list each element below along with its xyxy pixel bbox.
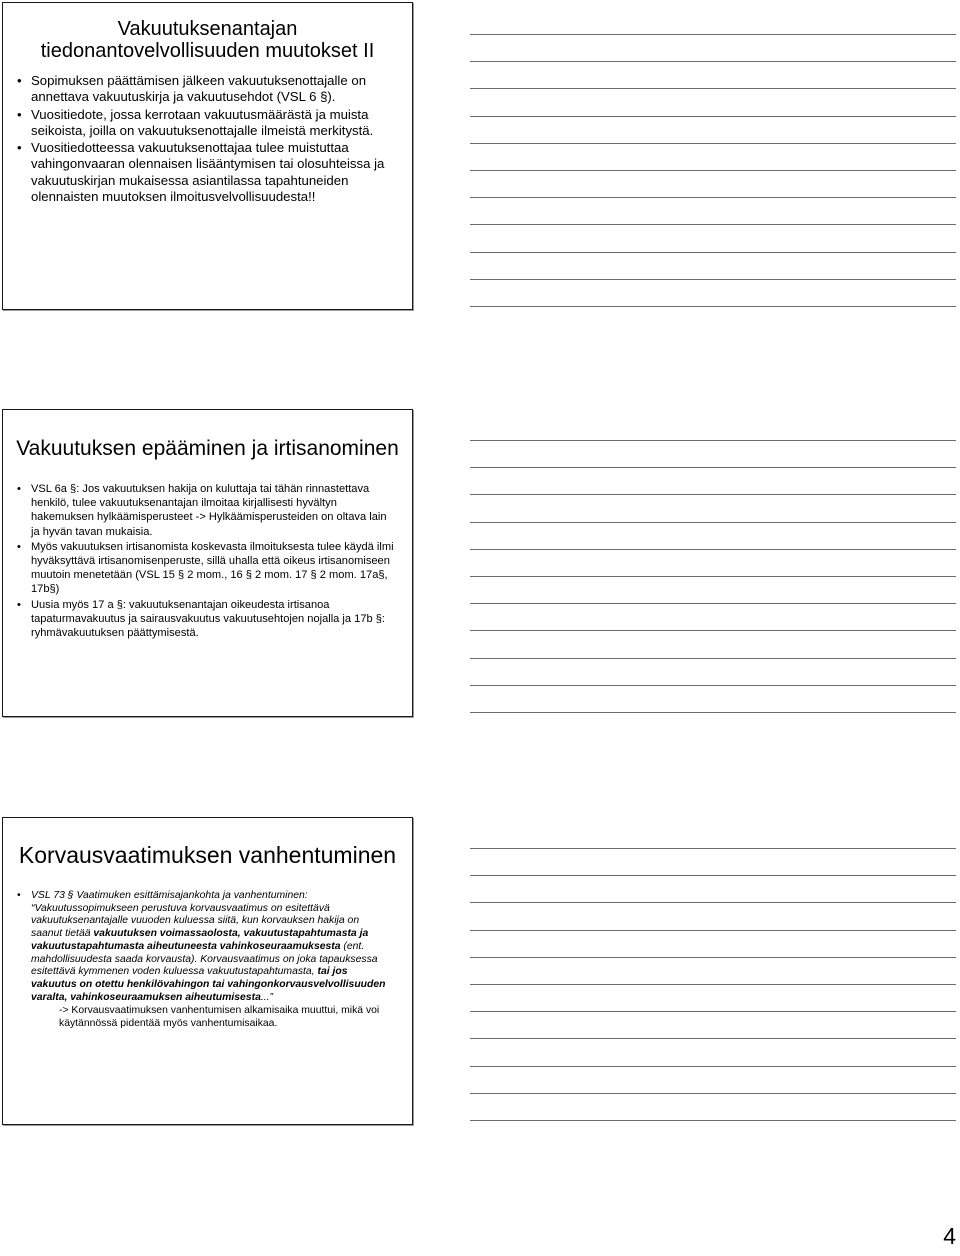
slide-3 [2, 817, 413, 1125]
note-line [470, 848, 956, 849]
slide-3-conclusion: -> Korvausvaatimuksen vanhentumisen alkamisaika muuttui, mikä voi käytännössä pidentää myös vanhentumisaikaa. [59, 1005, 380, 1030]
notes-lines-1 [470, 34, 956, 333]
note-line [470, 88, 956, 89]
bullet-text-part: ...” [260, 991, 273, 1003]
note-line [470, 143, 956, 144]
note-line [470, 522, 956, 523]
note-line [470, 440, 956, 441]
note-line [470, 170, 956, 171]
bullet-item: • Uusia myös 17 a §: vakuutuksenantajan oikeudesta irtisanoa tapaturmavakuutus ja sairausvakuutus vakuutusehtojen nojalla ja 17b §: ryhmävakuutuksen päättymisestä. [3, 598, 412, 641]
bullet-item [3, 890, 412, 1004]
note-line [470, 549, 956, 550]
slide-3-bullets [3, 890, 412, 1004]
bullet-item: • VSL 6a §: Jos vakuutuksen hakija on kuluttaja tai tähän rinnastettava henkilö, tulee vakuutuksenantajan ilmoitaa kirjallisesti hyvältyn hakemuksen hylkäämisperusteet -> Hylkäämisperusteiden on oltava lain ja hyvän tavan mukaisia. [3, 482, 412, 539]
note-line [470, 1120, 956, 1121]
notes-lines-3 [470, 848, 956, 1147]
slide-1-title: Vakuutuksenantajan tiedonantovelvollisuuden muutokset II [40, 18, 375, 62]
slide-2-bullets [3, 482, 412, 640]
note-line [470, 576, 956, 577]
slide-3-title: Korvausvaatimuksen vanhentuminen [18, 842, 397, 868]
note-line [470, 252, 956, 253]
bullet-text-bold: vakuutuksen voimassaolosta, vakuutustapahtumasta ja vakuutustapahtumasta aiheutuneesta vahinkoseuraamuksesta [31, 928, 369, 952]
slide-2 [2, 409, 413, 717]
note-line [470, 224, 956, 225]
note-line [470, 116, 956, 117]
note-line [470, 34, 956, 35]
note-line [470, 61, 956, 62]
note-line [470, 494, 956, 495]
bullet-item: • Vuositiedote, jossa kerrotaan vakuutusmäärästä ja muista seikoista, joilla on vakuutuksenottajalle ilmeistä merkitystä. [3, 107, 412, 140]
note-line [470, 957, 956, 958]
bullet-text-part: VSL 73 § Vaatimuken esittämisajankohta ja vanhentuminen: “Vakuutussopimukseen perustuva korvausvaatimus on esitettävä vakuutuksenantajalle vuuoden kuluessa siitä, kun korvauksen hakija on saanut tietää [31, 890, 360, 940]
note-line [470, 875, 956, 876]
notes-lines-2 [470, 440, 956, 739]
note-line [470, 1093, 956, 1094]
note-line [470, 306, 956, 307]
note-line [470, 630, 956, 631]
page-number: 4 [943, 1223, 956, 1249]
slide-1-bullets [3, 73, 412, 205]
note-line [470, 930, 956, 931]
bullet-item: • Sopimuksen päättämisen jälkeen vakuutuksenottajalle on annettava vakuutuskirja ja vakuutusehdot (VSL 6 §). [3, 73, 412, 106]
note-line [470, 902, 956, 903]
note-line [470, 467, 956, 468]
note-line [470, 984, 956, 985]
bullet-text-bold: tai jos vakuutus on otettu henkilövahingon tai vahingonkorvausvelvollisuuden varalta, vahinkoseuraamuksen aiheutumisesta [31, 966, 386, 1003]
bullet-item: • Vuositiedotteessa vakuutuksenottajaa tulee muistuttaa vahingonvaaran olennaisen lisääntymisen tai olosuhteissa ja vakuutuskirjan mukaisessa asiantilassa tapahtuneiden olennaisten muutoksen ilmoitusvelvollisuudesta!! [3, 140, 412, 205]
bullet-item: • Myös vakuutuksen irtisanomista koskevasta ilmoituksesta tulee käydä ilmi hyväksyttävä irtisanomisenperuste, sillä uhalla että oikeus irtisanomiseen muutoin menetetään (VSL 15 § 2 mom., 16 § 2 mom. 17 § 2 mom. 17a§, 17b§) [3, 540, 412, 597]
note-line [470, 197, 956, 198]
bullet-text-part: (ent. mahdollisuudesta saada korvausta). Korvausvaatimus on joka tapauksessa esitettävä kymmenen voden kuluessa vakuutustapahtumasta, [31, 940, 378, 978]
note-line [470, 603, 956, 604]
note-line [470, 712, 956, 713]
slide-1 [2, 2, 413, 310]
note-line [470, 1038, 956, 1039]
note-line [470, 685, 956, 686]
note-line [470, 1011, 956, 1012]
slide-2-title: Vakuutuksen epääminen ja irtisanominen [16, 437, 399, 460]
note-line [470, 279, 956, 280]
note-line [470, 1066, 956, 1067]
note-line [470, 658, 956, 659]
